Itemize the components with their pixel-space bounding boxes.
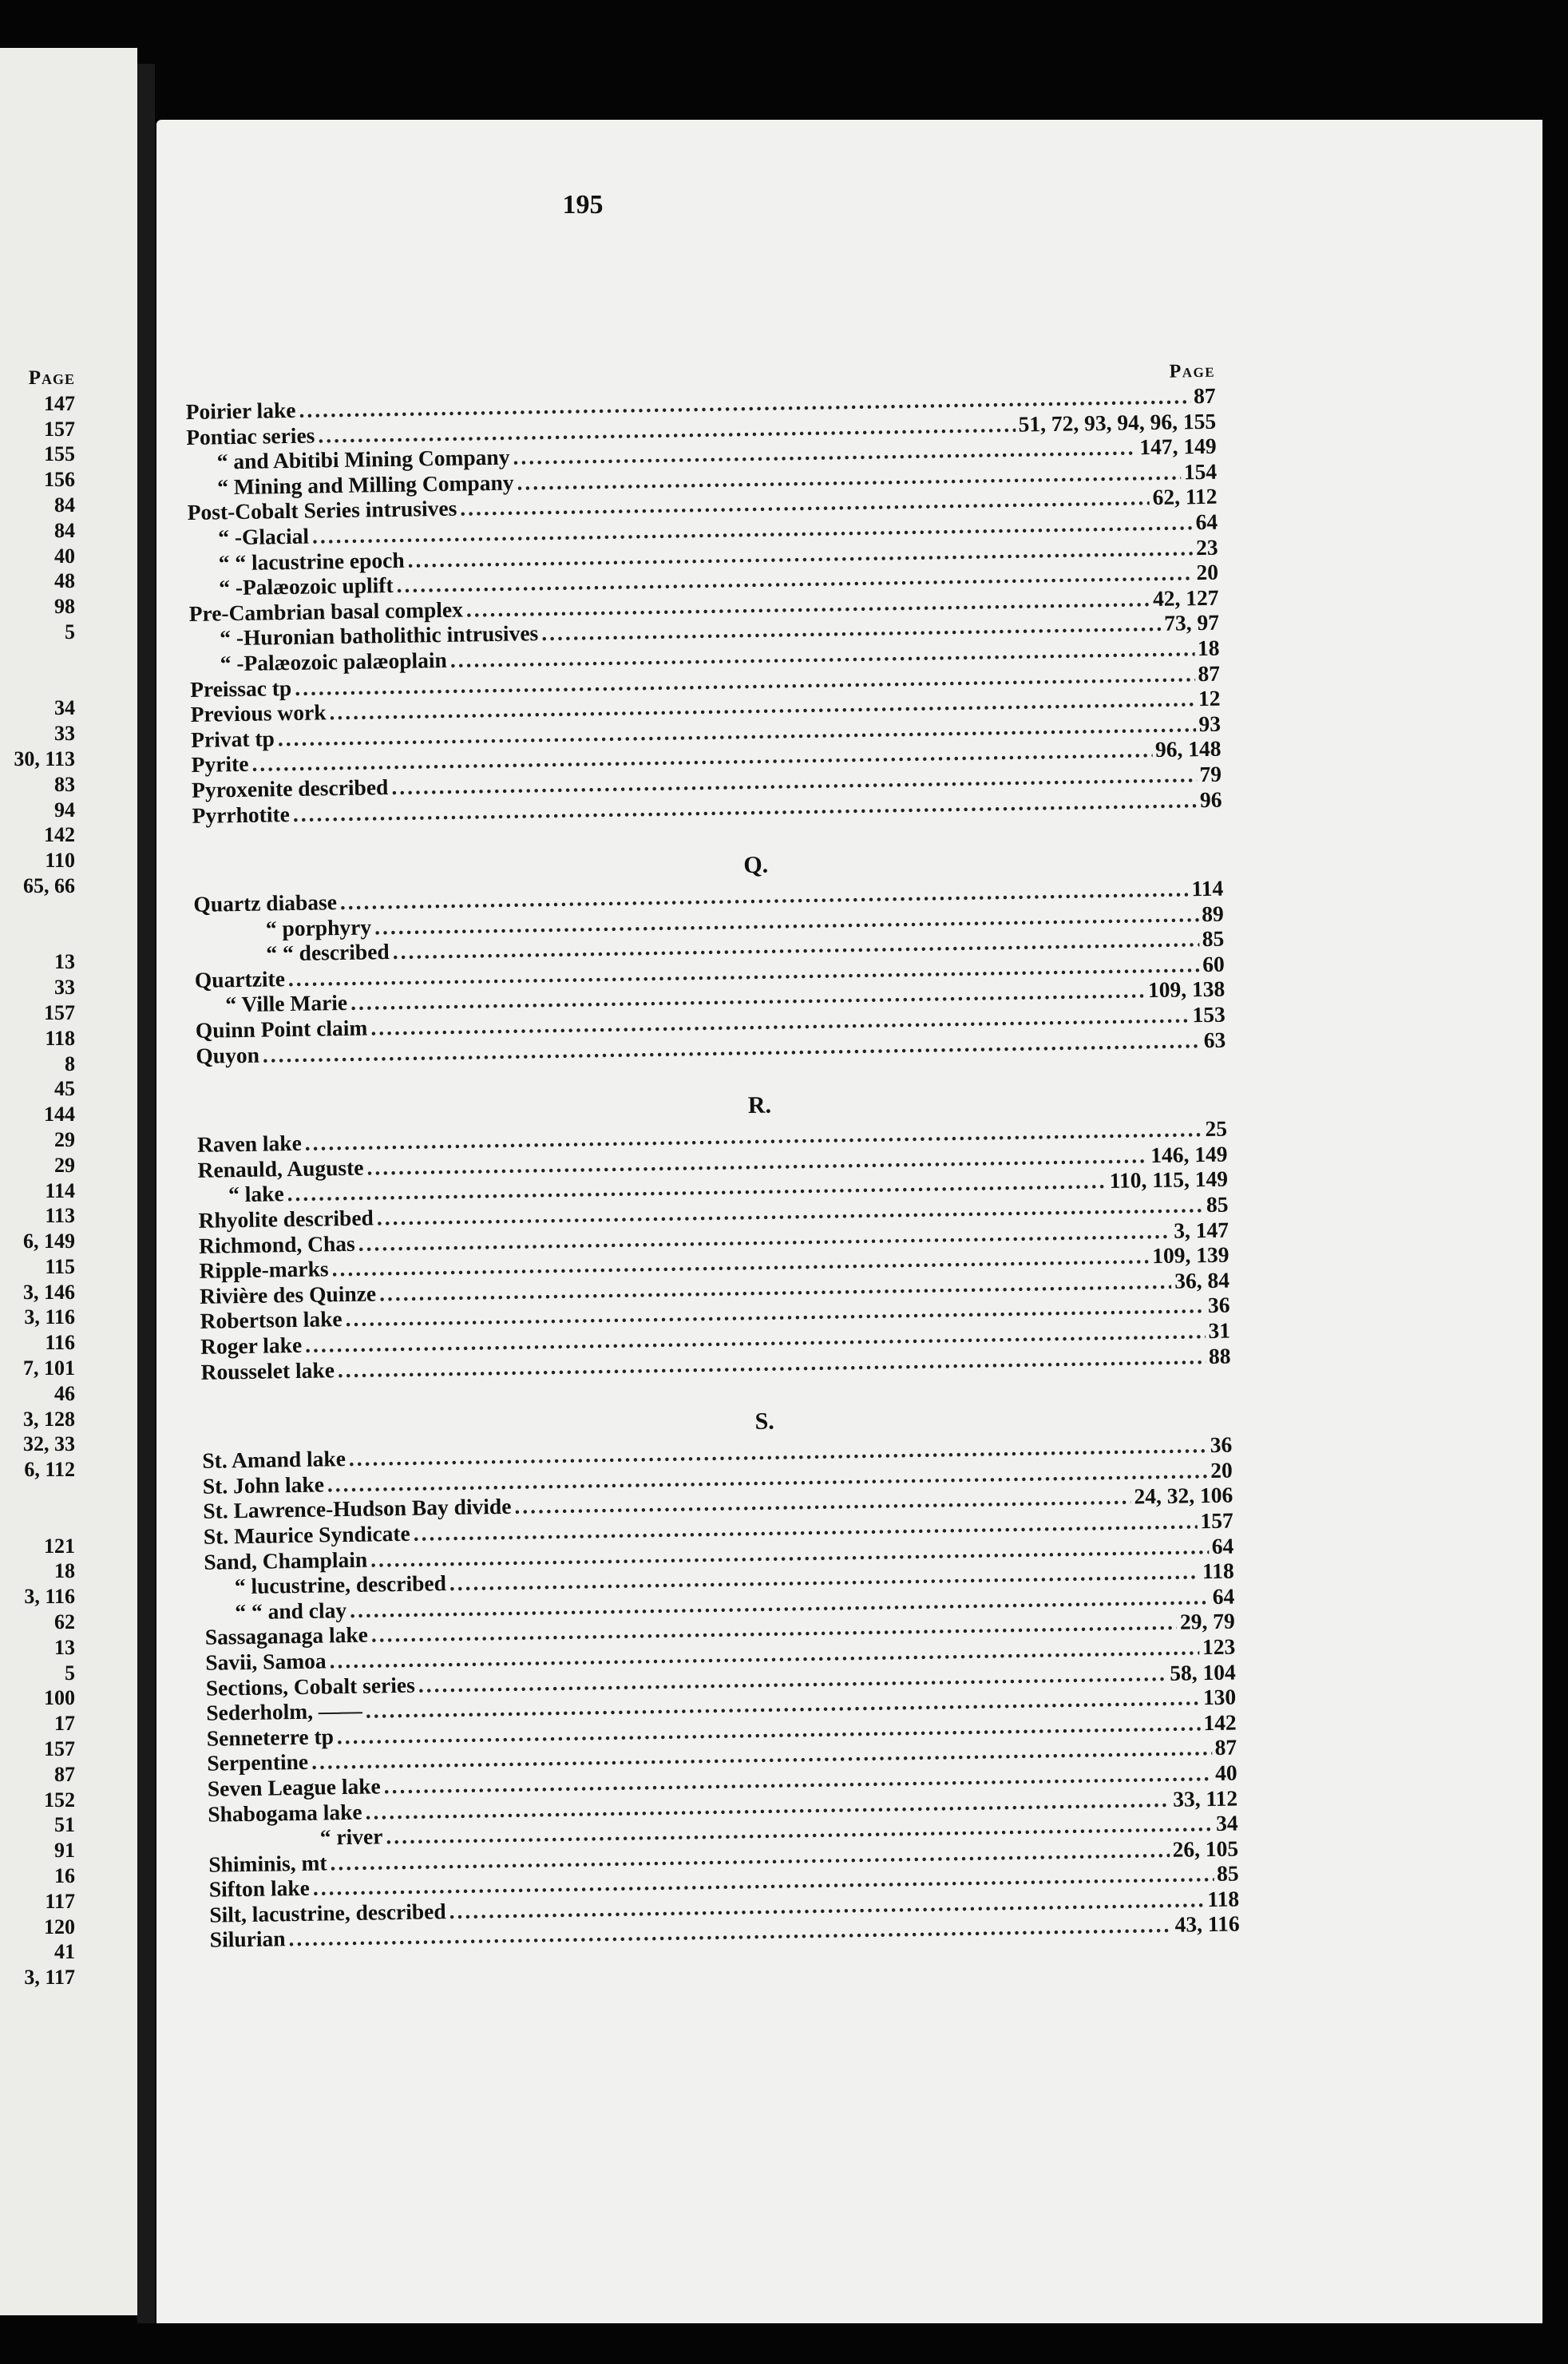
entry-label: Poirier lake xyxy=(185,397,296,424)
entry-label: Previous work xyxy=(190,699,327,727)
entry-pages: 24, 32, 106 xyxy=(1134,1482,1233,1509)
entry-label: Raven lake xyxy=(196,1131,302,1158)
facing-page-number: 41 xyxy=(54,1940,75,1964)
entry-pages: 26, 105 xyxy=(1172,1835,1239,1862)
facing-page-number: 17 xyxy=(54,1712,75,1736)
facing-page-number: 116 xyxy=(45,1331,75,1355)
entry-pages: 87 xyxy=(1214,1734,1237,1760)
facing-page-number: 16 xyxy=(54,1864,75,1888)
entry-label: Rousselet lake xyxy=(200,1356,335,1384)
entry-pages: 85 xyxy=(1206,1191,1229,1218)
facing-page-number: 120 xyxy=(44,1915,75,1938)
entry-label: Pontiac series xyxy=(185,422,315,449)
facing-page-number: 6, 112 xyxy=(24,1458,75,1482)
facing-page-number-column xyxy=(14,366,75,1990)
entry-label: Robertson lake xyxy=(200,1306,343,1334)
entry-label: Pyroxenite described xyxy=(191,774,389,802)
facing-page-number: 157 xyxy=(44,1737,75,1761)
entry-label: Shabogama lake xyxy=(208,1799,362,1827)
entry-label: Quartz diabase xyxy=(193,889,338,917)
section-letter: R. xyxy=(747,1091,772,1119)
facing-page-number: 144 xyxy=(44,1103,75,1127)
entry-label: “ and Abitibi Mining Company xyxy=(216,444,510,474)
facing-page-number: 5 xyxy=(65,620,75,643)
entry-label: “ “ described xyxy=(266,939,390,966)
entry-pages: 154 xyxy=(1183,458,1218,485)
page-column-header: Page xyxy=(1169,360,1216,382)
facing-page-number: 13 xyxy=(54,950,75,974)
entry-pages: 87 xyxy=(1198,660,1221,686)
entry-label: “ -Huronian batholithic intrusives xyxy=(219,620,539,651)
entry-pages: 31 xyxy=(1208,1317,1231,1344)
facing-page-number: 157 xyxy=(44,1000,75,1024)
entry-pages: 62, 112 xyxy=(1152,484,1218,510)
entry-label: St. John lake xyxy=(202,1471,325,1499)
entry-label: Rhyolite described xyxy=(198,1205,374,1233)
entry-label: Richmond, Chas xyxy=(198,1230,355,1258)
entry-label: “ river xyxy=(319,1823,383,1850)
facing-page-number: 8 xyxy=(65,1051,75,1075)
facing-page-number: 152 xyxy=(44,1788,75,1812)
entry-label: Silt, lacustrine, described xyxy=(209,1898,446,1927)
facing-page-number: 48 xyxy=(54,569,75,593)
entry-label: “ “ lacustrine epoch xyxy=(218,547,405,575)
facing-page-number: 65, 66 xyxy=(23,873,75,897)
entry-label: Sections, Cobalt series xyxy=(205,1672,416,1701)
entry-pages: 85 xyxy=(1202,925,1225,952)
entry-label: Post-Cobalt Series intrusives xyxy=(187,496,457,525)
facing-page-number: 113 xyxy=(45,1204,75,1228)
facing-page-number: 32, 33 xyxy=(23,1432,75,1456)
entry-pages: 153 xyxy=(1192,1001,1225,1028)
index-entries xyxy=(185,359,1240,1953)
entry-pages: 12 xyxy=(1198,685,1221,711)
entry-label: Quyon xyxy=(196,1042,260,1068)
facing-page-number xyxy=(14,1483,75,1508)
entry-pages: 51, 72, 93, 94, 96, 155 xyxy=(1018,408,1217,437)
facing-page-number: 45 xyxy=(54,1077,75,1101)
entry-pages: 60 xyxy=(1202,951,1225,976)
facing-page-number: 3, 146 xyxy=(23,1280,75,1304)
entry-pages: 88 xyxy=(1208,1343,1231,1368)
facing-page-number: 62 xyxy=(54,1610,75,1634)
facing-page-number: 40 xyxy=(54,544,75,568)
entry-pages: 109, 138 xyxy=(1147,976,1225,1003)
entry-pages: 130 xyxy=(1202,1684,1237,1710)
facing-page-fragment xyxy=(0,48,137,2315)
facing-page-number: 3, 116 xyxy=(24,1585,75,1609)
entry-pages: 87 xyxy=(1193,382,1216,409)
entry-label: Seven League lake xyxy=(207,1773,381,1801)
entry-pages: 123 xyxy=(1202,1633,1236,1660)
entry-label: Preissac tp xyxy=(189,675,292,702)
facing-page-number: 29 xyxy=(54,1127,75,1151)
entry-pages: 18 xyxy=(1197,635,1220,661)
entry-label: “ lucustrine, described xyxy=(234,1570,447,1599)
entry-label: Silurian xyxy=(209,1926,286,1953)
entry-label: Renauld, Auguste xyxy=(197,1154,364,1182)
entry-pages: 109, 139 xyxy=(1151,1241,1229,1269)
entry-pages: 3, 147 xyxy=(1173,1217,1229,1243)
facing-page-number: 7, 101 xyxy=(23,1356,75,1380)
facing-page-number: 142 xyxy=(44,823,75,847)
entry-label: St. Amand lake xyxy=(202,1446,346,1474)
facing-page-number: 147 xyxy=(44,391,75,415)
entry-pages: 89 xyxy=(1202,901,1224,926)
facing-page-number: 118 xyxy=(45,1026,75,1050)
entry-pages: 64 xyxy=(1212,1583,1235,1609)
entry-label: “ porphyry xyxy=(265,914,372,941)
facing-page-number: 121 xyxy=(44,1534,75,1558)
entry-label: Rivière des Quinze xyxy=(199,1281,377,1309)
entry-label: Quartzite xyxy=(194,966,286,992)
entry-label: “ Ville Marie xyxy=(225,990,348,1017)
entry-label: “ -Glacial xyxy=(217,523,310,550)
facing-page-number: 84 xyxy=(54,493,75,517)
facing-page-number: 46 xyxy=(54,1381,75,1405)
facing-page-number: 87 xyxy=(54,1762,75,1786)
facing-page-number: 91 xyxy=(54,1839,75,1863)
entry-pages: 96, 148 xyxy=(1154,735,1222,762)
entry-pages: 23 xyxy=(1195,534,1218,560)
entry-pages: 34 xyxy=(1215,1810,1238,1836)
entry-label: Pre-Cambrian basal complex xyxy=(188,596,464,626)
facing-page-number: 3, 128 xyxy=(23,1407,75,1431)
entry-pages: 64 xyxy=(1211,1533,1234,1558)
entry-pages: 40 xyxy=(1214,1760,1237,1785)
entry-pages: 20 xyxy=(1196,559,1219,585)
entry-label: “ -Palæozoic uplift xyxy=(218,572,394,600)
entry-pages: 142 xyxy=(1203,1709,1237,1735)
section-letter: S. xyxy=(754,1408,775,1435)
entry-pages: 42, 127 xyxy=(1152,584,1219,611)
entry-label: Serpentine xyxy=(207,1749,309,1776)
entry-pages: 64 xyxy=(1195,509,1218,535)
entry-pages: 110, 115, 149 xyxy=(1109,1166,1229,1194)
facing-page-number: 33 xyxy=(54,976,75,1000)
entry-pages: 63 xyxy=(1203,1027,1226,1052)
facing-page-number: 117 xyxy=(45,1889,75,1913)
entry-pages: 93 xyxy=(1198,711,1222,736)
entry-label: Senneterre tp xyxy=(206,1724,335,1751)
facing-page-number: 6, 149 xyxy=(23,1230,75,1253)
entry-label: Privat tp xyxy=(190,726,275,752)
entry-label: Pyrrhotite xyxy=(192,801,291,828)
facing-page-number: 156 xyxy=(44,468,75,492)
facing-page-number: 100 xyxy=(44,1686,75,1710)
facing-page-number: 30, 113 xyxy=(14,746,75,770)
facing-page-number: 98 xyxy=(54,595,75,619)
facing-page-number: 29 xyxy=(54,1153,75,1177)
facing-page-number: 13 xyxy=(54,1635,75,1659)
entry-pages: 118 xyxy=(1207,1886,1240,1911)
entry-pages: 79 xyxy=(1199,761,1222,787)
entry-pages: 114 xyxy=(1191,875,1224,901)
entry-pages: 73, 97 xyxy=(1164,610,1220,636)
entry-pages: 146, 149 xyxy=(1150,1141,1228,1167)
entry-label: Ripple-marks xyxy=(199,1256,329,1284)
entry-pages: 85 xyxy=(1216,1860,1239,1887)
entry-pages: 36, 84 xyxy=(1174,1267,1230,1293)
page-number: 195 xyxy=(562,190,604,220)
entry-pages: 36 xyxy=(1207,1292,1230,1318)
section-letter: Q. xyxy=(743,851,769,879)
facing-page-number xyxy=(14,645,75,671)
entry-label: Sederholm, —— xyxy=(206,1697,363,1725)
entry-pages: 43, 116 xyxy=(1174,1911,1240,1938)
facing-page-number xyxy=(14,899,75,925)
entry-pages: 147, 149 xyxy=(1139,433,1217,460)
facing-page-number: 5 xyxy=(65,1661,75,1685)
facing-page-header: Page xyxy=(28,367,75,389)
entry-label: “ lake xyxy=(228,1181,284,1207)
entry-pages: 58, 104 xyxy=(1169,1659,1236,1685)
facing-page-number: 83 xyxy=(54,772,75,796)
entry-pages: 96 xyxy=(1199,786,1222,812)
facing-page-number: 84 xyxy=(54,518,75,542)
entry-label: St. Lawrence-Hudson Bay divide xyxy=(203,1494,512,1524)
book-gutter xyxy=(137,64,155,2323)
entry-label: St. Maurice Syndicate xyxy=(203,1520,410,1549)
facing-page-number: 18 xyxy=(54,1559,75,1583)
entry-label: Sand, Champlain xyxy=(204,1546,368,1574)
entry-label: Shiminis, mt xyxy=(208,1850,327,1877)
entry-label: Pyrite xyxy=(191,751,249,778)
facing-page-number: 157 xyxy=(44,417,75,441)
facing-page-number: 94 xyxy=(54,798,75,822)
entry-label: Sassaganaga lake xyxy=(204,1622,369,1650)
entry-label: “ Mining and Milling Company xyxy=(216,469,514,500)
facing-page-number xyxy=(14,671,75,696)
entry-pages: 36 xyxy=(1210,1431,1233,1458)
entry-pages: 157 xyxy=(1200,1507,1233,1534)
entry-label: “ -Palæozoic palæoplain xyxy=(220,647,448,676)
entry-pages: 25 xyxy=(1205,1115,1228,1142)
entry-label: “ “ and clay xyxy=(235,1597,347,1624)
facing-page-number: 115 xyxy=(45,1254,75,1278)
entry-label: Roger lake xyxy=(200,1332,303,1359)
entry-pages: 20 xyxy=(1210,1457,1233,1483)
entry-pages: 29, 79 xyxy=(1179,1608,1235,1634)
facing-page-number: 110 xyxy=(45,849,75,873)
entry-label: Quinn Point claim xyxy=(195,1015,368,1043)
facing-page-number: 51 xyxy=(54,1813,75,1837)
facing-page-number: 114 xyxy=(45,1178,75,1202)
facing-page-number: 3, 116 xyxy=(24,1305,75,1329)
facing-page-number xyxy=(14,925,75,950)
facing-page-number: 34 xyxy=(54,696,75,720)
entry-label: Savii, Samoa xyxy=(205,1648,327,1675)
entry-pages: 33, 112 xyxy=(1172,1785,1238,1812)
facing-page-number: 155 xyxy=(44,442,75,466)
entry-pages: 118 xyxy=(1202,1558,1234,1584)
entry-label: Sifton lake xyxy=(208,1875,311,1903)
facing-page-number: 33 xyxy=(54,722,75,746)
facing-page-number: 3, 117 xyxy=(24,1966,75,1990)
facing-page-number xyxy=(14,1508,75,1534)
